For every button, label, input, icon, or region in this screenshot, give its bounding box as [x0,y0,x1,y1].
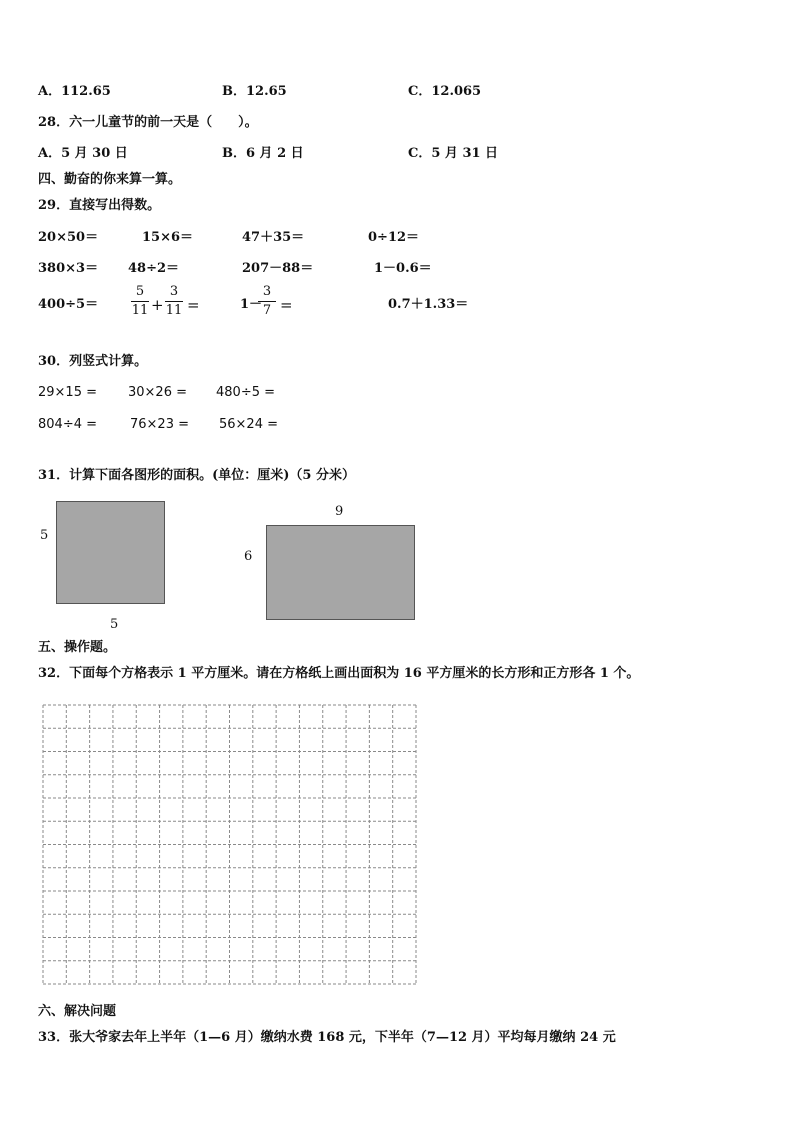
q28-option-b: B．6 月 2 日 [222,146,304,161]
q29-item: 207－88＝ [242,261,314,276]
rectangle-width-label: 6 [244,549,253,564]
q29-item: 15×6＝ [142,230,194,245]
q30-item: 29×15 = [38,385,98,400]
q30-item: 480÷5 = [216,385,276,400]
square-figure [56,501,165,604]
q28-option-a: A．5 月 30 日 [38,146,128,161]
fraction-denominator: 11 [165,303,183,318]
section-6-title: 六、解决问题 [38,1004,117,1019]
q28-option-c: C．5 月 31 日 [408,146,499,161]
q30-item: 30×26 = [128,385,188,400]
equals-sign: = [280,296,293,314]
graph-paper-grid[interactable] [42,704,417,985]
fraction-3-11 [164,285,184,318]
q29-item: 0÷12＝ [368,230,420,245]
q30-item: 804÷4 = [38,417,98,432]
fraction-denominator: 7 [262,303,272,318]
q27-option-b: B．12.65 [222,84,287,99]
q29-item: 380×3＝ [38,261,99,276]
rectangle-length-label: 9 [335,504,344,519]
q32-stem: 32．下面每个方格表示 1 平方厘米。请在方格纸上画出面积为 16 平方厘米的长方形和正方形各 1 个。 [38,666,640,681]
square-bottom-label: 5 [110,617,119,632]
q29-item: 400÷5＝ [38,297,99,312]
q31-stem: 31．计算下面各图形的面积。(单位：厘米)（5 分米） [38,468,355,483]
equals-sign: = [187,296,200,314]
section-5-title: 五、操作题。 [38,640,117,655]
one-minus: 1－ [240,297,263,312]
fraction-numerator: 3 [169,284,179,299]
rectangle-figure [266,525,415,620]
q33-stem: 33．张大爷家去年上半年（1—6 月）缴纳水费 168 元，下半年（7—12 月）平均每月缴纳 24 元 [38,1030,616,1045]
q27-option-a: A．112.65 [38,84,111,99]
section-4-title: 四、勤奋的你来算一算。 [38,172,182,187]
square-side-label: 5 [40,528,49,543]
fraction-5-11 [130,285,150,318]
q30-item: 56×24 = [219,417,279,432]
fraction-3-7 [257,285,277,318]
fraction-numerator: 5 [135,284,145,299]
q28-stem: 28．六一儿童节的前一天是（ ）。 [38,115,258,130]
q27-option-c: C．12.065 [408,84,482,99]
fraction-bar [165,301,183,302]
fraction-bar [258,301,276,302]
q29-item: 0.7＋1.33＝ [388,297,469,312]
plus-sign: + [151,296,164,314]
fraction-bar [131,301,149,302]
q30-item: 76×23 = [130,417,190,432]
q29-item: 1－0.6＝ [374,261,432,276]
q29-item: 20×50＝ [38,230,99,245]
q29-item: 47＋35＝ [242,230,305,245]
fraction-denominator: 11 [131,303,149,318]
q29-stem: 29．直接写出得数。 [38,198,161,213]
q29-item: 48÷2＝ [128,261,180,276]
fraction-numerator: 3 [262,284,272,299]
q30-stem: 30．列竖式计算。 [38,354,148,369]
